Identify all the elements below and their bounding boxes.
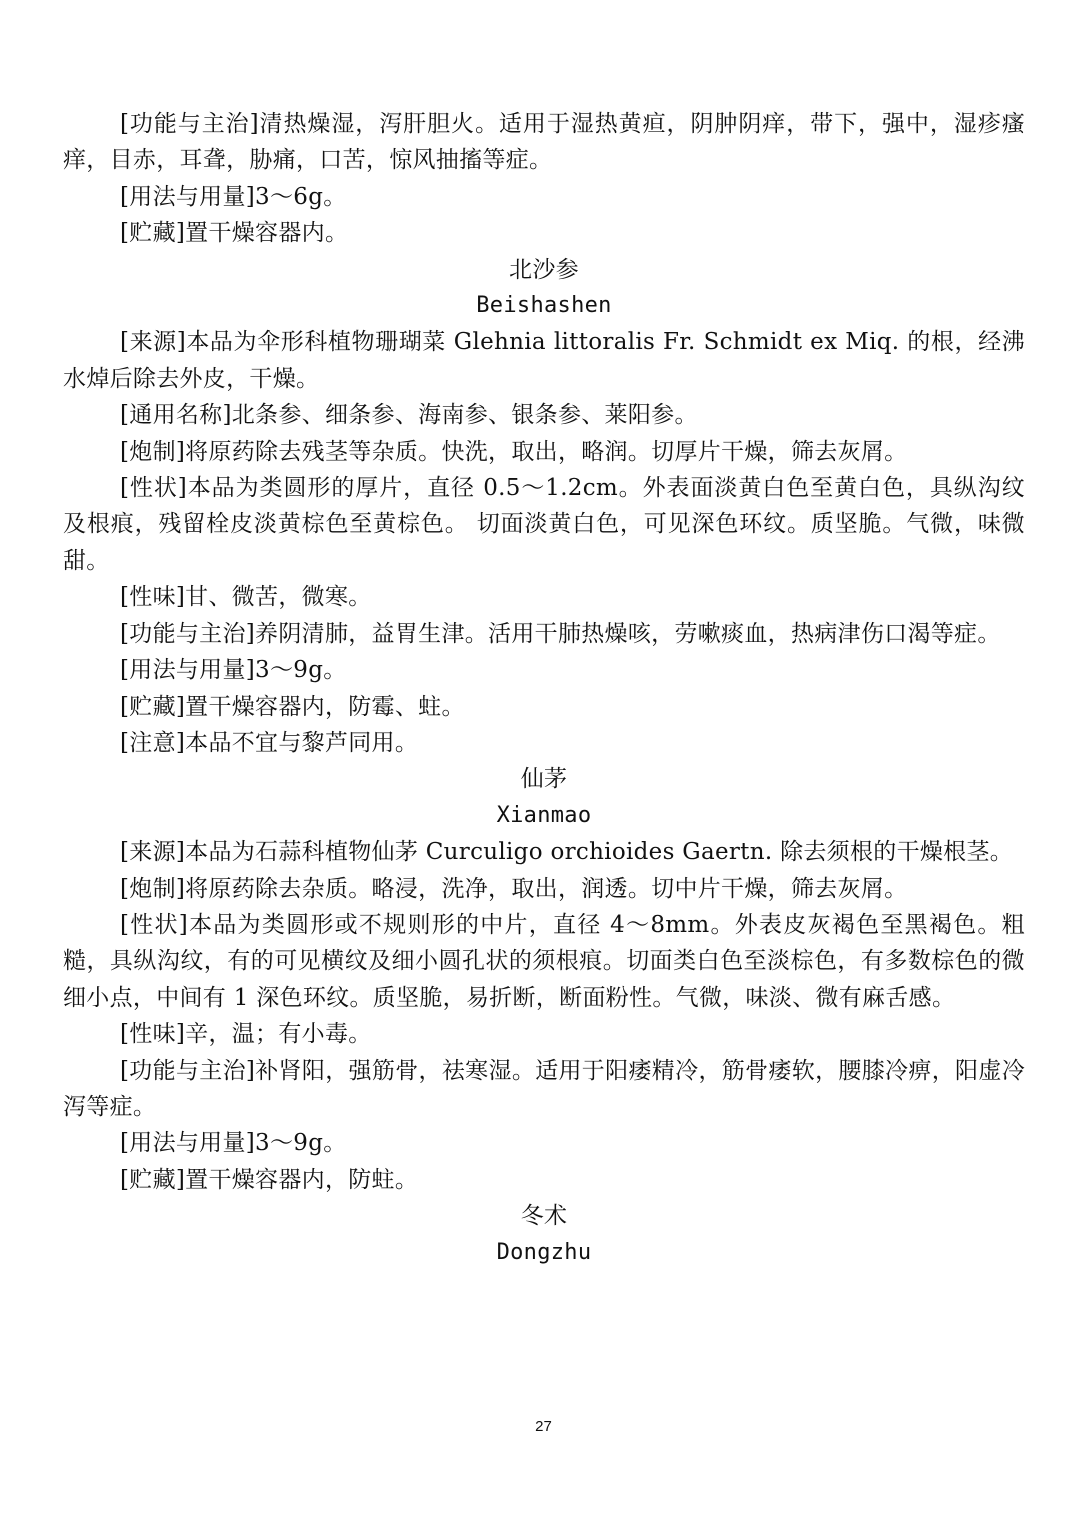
beishashen-caution: [注意]本品不宜与黎芦同用。 bbox=[120, 729, 419, 756]
xianmao-processing: [炮制]将原药除去杂质。略浸，洗净，取出，润透。切中片干燥，筛去灰屑。 bbox=[120, 875, 908, 902]
xianmao-nature: [性味]辛，温；有小毒。 bbox=[120, 1021, 372, 1048]
beishashen-nature: [性味]甘、微苦，微寒。 bbox=[120, 584, 372, 611]
longdan-function: [功能与主治]清热燥湿，泻肝胆火。适用于湿热黄疸，阴肿阴痒，带下，强中，湿疹瘙痒，目赤，耳聋，胁痛，口苦，惊风抽搐等症。 bbox=[63, 111, 1025, 174]
dongzhu-title: 冬术 bbox=[520, 1203, 568, 1230]
xianmao-title: 仙茅 bbox=[520, 766, 568, 793]
dongzhu-pinyin: Dongzhu bbox=[496, 1239, 592, 1265]
xianmao-function: [功能与主治]补肾阳，强筋骨，祛寒湿。适用于阳痿精冷，筋骨痿软，腰膝冷痹，阳虚冷泻等症。 bbox=[63, 1057, 1025, 1120]
beishashen-common-names: [通用名称]北条参、细条参、海南参、银条参、莱阳参。 bbox=[120, 402, 698, 429]
beishashen-pinyin: Beishashen bbox=[476, 293, 612, 319]
xianmao-storage: [贮藏]置干燥容器内，防蛀。 bbox=[120, 1166, 419, 1193]
beishashen-usage: [用法与用量]3～9g。 bbox=[120, 657, 347, 684]
document-body bbox=[63, 106, 1025, 1271]
page-number: 27 bbox=[535, 1418, 552, 1435]
beishashen-source: [来源]本品为伞形科植物珊瑚菜 Glehnia littoralis Fr. Schmidt ex Miq. 的根，经沸水焯后除去外皮，干燥。 bbox=[63, 329, 1025, 392]
beishashen-processing: [炮制]将原药除去残茎等杂质。快洗，取出，略润。切厚片干燥，筛去灰屑。 bbox=[120, 438, 908, 465]
xianmao-pinyin: Xianmao bbox=[496, 802, 592, 828]
xianmao-usage: [用法与用量]3～9g。 bbox=[120, 1130, 347, 1157]
beishashen-description: [性状]本品为类圆形的厚片，直径 0.5～1.2cm。外表面淡黄白色至黄白色，具纵沟纹及根痕，残留栓皮淡黄棕色至黄棕色。 切面淡黄白色，可见深色环纹。质坚脆。气微，味微甜。 bbox=[63, 475, 1025, 574]
xianmao-description: [性状]本品为类圆形或不规则形的中片，直径 4～8mm。外表皮灰褐色至黑褐色。粗糙，具纵沟纹，有的可见横纹及细小圆孔状的须根痕。切面类白色至淡棕色，有多数棕色的微细小点，中间有 1 深色环纹。质坚脆，易折断，断面粉性。气微，味淡、微有麻舌感。 bbox=[63, 911, 1025, 1011]
xianmao-source: [来源]本品为石蒜科植物仙茅 Curculigo orchioides Gaertn. 除去须根的干燥根茎。 bbox=[120, 839, 1014, 866]
longdan-storage: [贮藏]置干燥容器内。 bbox=[120, 220, 349, 247]
beishashen-title: 北沙参 bbox=[509, 256, 579, 283]
longdan-usage: [用法与用量]3～6g。 bbox=[120, 183, 347, 210]
beishashen-storage: [贮藏]置干燥容器内，防霉、蛀。 bbox=[120, 693, 465, 720]
beishashen-function: [功能与主治]养阴清肺，益胃生津。活用干肺热燥咳，劳嗽痰血，热病津伤口渴等症。 bbox=[120, 620, 1001, 647]
